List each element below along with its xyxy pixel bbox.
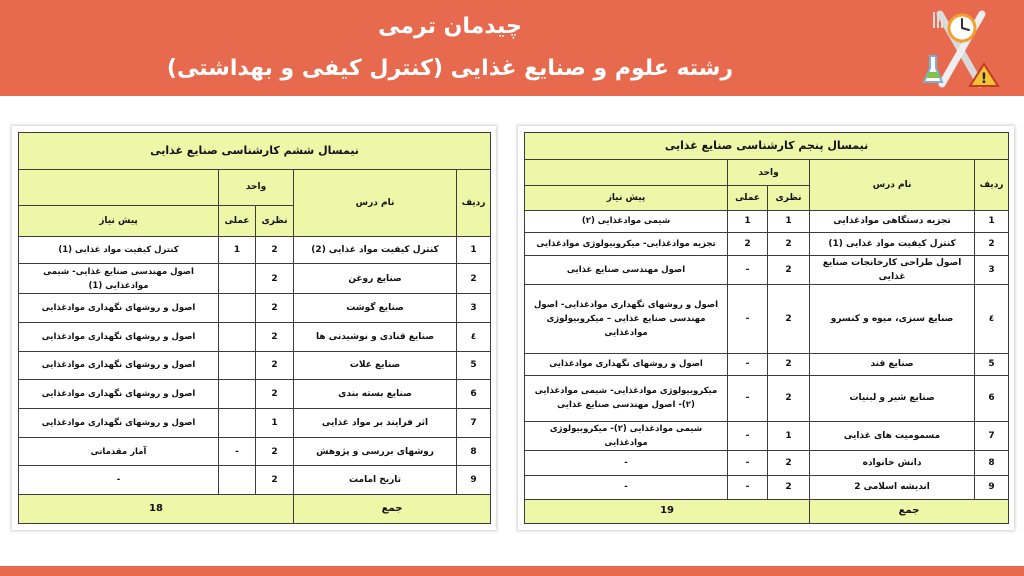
practical-units [219,409,256,438]
table-row [19,466,491,495]
table-row [19,437,491,466]
course-name: تجزیه دستگاهی موادغذایی [810,210,975,232]
table-row [19,351,491,380]
row-number: 1 [457,236,491,264]
course-name: روشهای بررسی و پژوهش [294,437,457,466]
prerequisite: اصول و روشهای نگهداری موادغذایی- اصول مهندسی صنایع غذایی – میکروبیولوژی موادغذایی [525,285,728,354]
course-name: مسمومیت های غذایی [810,422,975,451]
course-name: اندیشه اسلامی 2 [810,475,975,499]
table-row [525,285,1009,354]
theory-units: 2 [256,380,294,409]
course-name: صنایع روغن [294,264,457,294]
practical-units: - [728,375,768,421]
semester6-table [18,132,491,524]
course-name: کنترل کیفیت مواد غذایی (1) [810,232,975,255]
row-number: 6 [975,375,1009,421]
svg-text:!: ! [980,71,988,87]
prerequisite: تجزیه موادغذایی- میکروبیولوژی موادغذایی [525,232,728,255]
prerequisite: اصول و روشهای نگهداری موادغذایی [19,294,219,323]
row-number: 2 [457,264,491,294]
row-number: 6 [457,380,491,409]
prerequisite: اصول و روشهای نگهداری موادغذایی [19,380,219,409]
table-row [19,236,491,264]
table-row [19,264,491,294]
theory-units: 2 [256,322,294,351]
prerequisite: اصول و روشهای نگهداری موادغذایی [19,351,219,380]
practical-units: - [219,437,256,466]
row-number-header: ردیف [975,160,1009,210]
table-row [525,375,1009,421]
table-row [525,451,1009,475]
theory-units: 2 [256,294,294,323]
practical-header: عملی [219,205,256,236]
course-name: صنایع قنادی و نوشیدنی ها [294,322,457,351]
theory-units: 2 [256,264,294,294]
fork-knife-clock-flask-warning-icon [920,6,1002,90]
units-header: واحد [219,169,294,205]
practical-units [219,466,256,495]
page-subtitle: رشته علوم و صنایع غذایی (کنترل کیفی و بهداشتی) [166,56,734,81]
theory-units: 2 [768,451,810,475]
practical-units [219,322,256,351]
row-number: 1 [975,210,1009,232]
prerequisite: اصول و روشهای نگهداری موادغذایی [19,409,219,438]
prerequisite: اصول و روشهای نگهداری موادغذایی [525,353,728,375]
row-number: 5 [975,353,1009,375]
prerequisite: اصول و روشهای نگهداری موادغذایی [19,322,219,351]
theory-units: 2 [256,437,294,466]
prerequisite: آمار مقدماتی [19,437,219,466]
footer-bar [0,566,1024,576]
practical-units [219,351,256,380]
table-row [525,475,1009,499]
prereq-header-blank [525,160,728,186]
units-header: واحد [728,160,810,186]
practical-units: - [728,422,768,451]
table-row [525,353,1009,375]
course-name: صنایع سبزی، میوه و کنسرو [810,285,975,354]
practical-units [219,380,256,409]
table-row [525,422,1009,451]
row-number: 3 [457,294,491,323]
semester5-panel [518,126,1014,530]
header-banner [0,0,1024,96]
section-title: نیمسال ششم کارشناسی صنایع غذایی [19,133,491,170]
course-name: صنایع گوشت [294,294,457,323]
practical-units: 1 [219,236,256,264]
prerequisite: - [525,475,728,499]
theory-header: نظری [256,205,294,236]
practical-units: - [728,285,768,354]
practical-units: - [728,475,768,499]
practical-units [219,264,256,294]
section-title: نیمسال پنجم کارشناسی صنایع غذایی [525,133,1009,160]
practical-units [219,294,256,323]
table-row [525,232,1009,255]
prerequisite: - [525,451,728,475]
practical-units: - [728,353,768,375]
course-name: کنترل کیفیت مواد غذایی (2) [294,236,457,264]
row-number: ٤ [975,285,1009,354]
semester5-table [524,132,1009,524]
prerequisite: اصول مهندسی صنایع غذایی [525,255,728,284]
row-number: 3 [975,255,1009,284]
course-name: اثر فرایند بر مواد غذایی [294,409,457,438]
prerequisite: اصول مهندسی صنایع غذایی- شیمی موادغذایی (1) [19,264,219,294]
table-row [19,294,491,323]
theory-units: 2 [768,255,810,284]
theory-header: نظری [768,186,810,210]
course-name-header: نام درس [294,169,457,236]
table-row [19,322,491,351]
course-name: صنایع شیر و لبنیات [810,375,975,421]
prereq-header: پیش نیاز [19,205,219,236]
theory-units: 2 [768,353,810,375]
practical-units: - [728,255,768,284]
theory-units: 1 [256,409,294,438]
semester6-panel [12,126,496,530]
row-number: 2 [975,232,1009,255]
course-name-header: نام درس [810,160,975,210]
course-name: دانش خانواده [810,451,975,475]
row-number: 7 [457,409,491,438]
theory-units: 1 [768,422,810,451]
total-label: جمع [810,499,1009,523]
course-name: صنایع غلات [294,351,457,380]
prerequisite: کنترل کیفیت مواد غذایی (1) [19,236,219,264]
row-number: 8 [457,437,491,466]
table-row [19,380,491,409]
row-number: 5 [457,351,491,380]
course-name: تاریخ امامت [294,466,457,495]
theory-units: 2 [768,375,810,421]
row-number: 7 [975,422,1009,451]
theory-units: 2 [256,351,294,380]
row-number: ٤ [457,322,491,351]
prerequisite: - [19,466,219,495]
row-number: 9 [975,475,1009,499]
prereq-header: پیش نیاز [525,186,728,210]
prereq-header-blank [19,169,219,205]
course-name: صنایع قند [810,353,975,375]
theory-units: 2 [256,236,294,264]
table-row [19,409,491,438]
prerequisite: شیمی موادغذایی (۲) [525,210,728,232]
course-name: صنایع بسته بندی [294,380,457,409]
row-number-header: ردیف [457,169,491,236]
row-number: 8 [975,451,1009,475]
theory-units: 2 [768,285,810,354]
prerequisite: میکروبیولوژی موادغذایی- شیمی موادغذایی (۲)- اصول مهندسی صنایع غذایی [525,375,728,421]
table-row [525,255,1009,284]
theory-units: 2 [256,466,294,495]
course-name: اصول طراحی کارخانجات صنایع غذایی [810,255,975,284]
theory-units: 2 [768,475,810,499]
table-row [525,210,1009,232]
total-value: 19 [525,499,810,523]
row-number: 9 [457,466,491,495]
page-title: چیدمان ترمی [378,14,522,39]
total-label: جمع [294,495,491,524]
practical-units: 2 [728,232,768,255]
practical-header: عملی [728,186,768,210]
practical-units: - [728,451,768,475]
theory-units: 2 [768,232,810,255]
practical-units: 1 [728,210,768,232]
theory-units: 1 [768,210,810,232]
total-value: 18 [19,495,294,524]
prerequisite: شیمی موادغذایی (۲)- میکروبیولوژی موادغذایی [525,422,728,451]
